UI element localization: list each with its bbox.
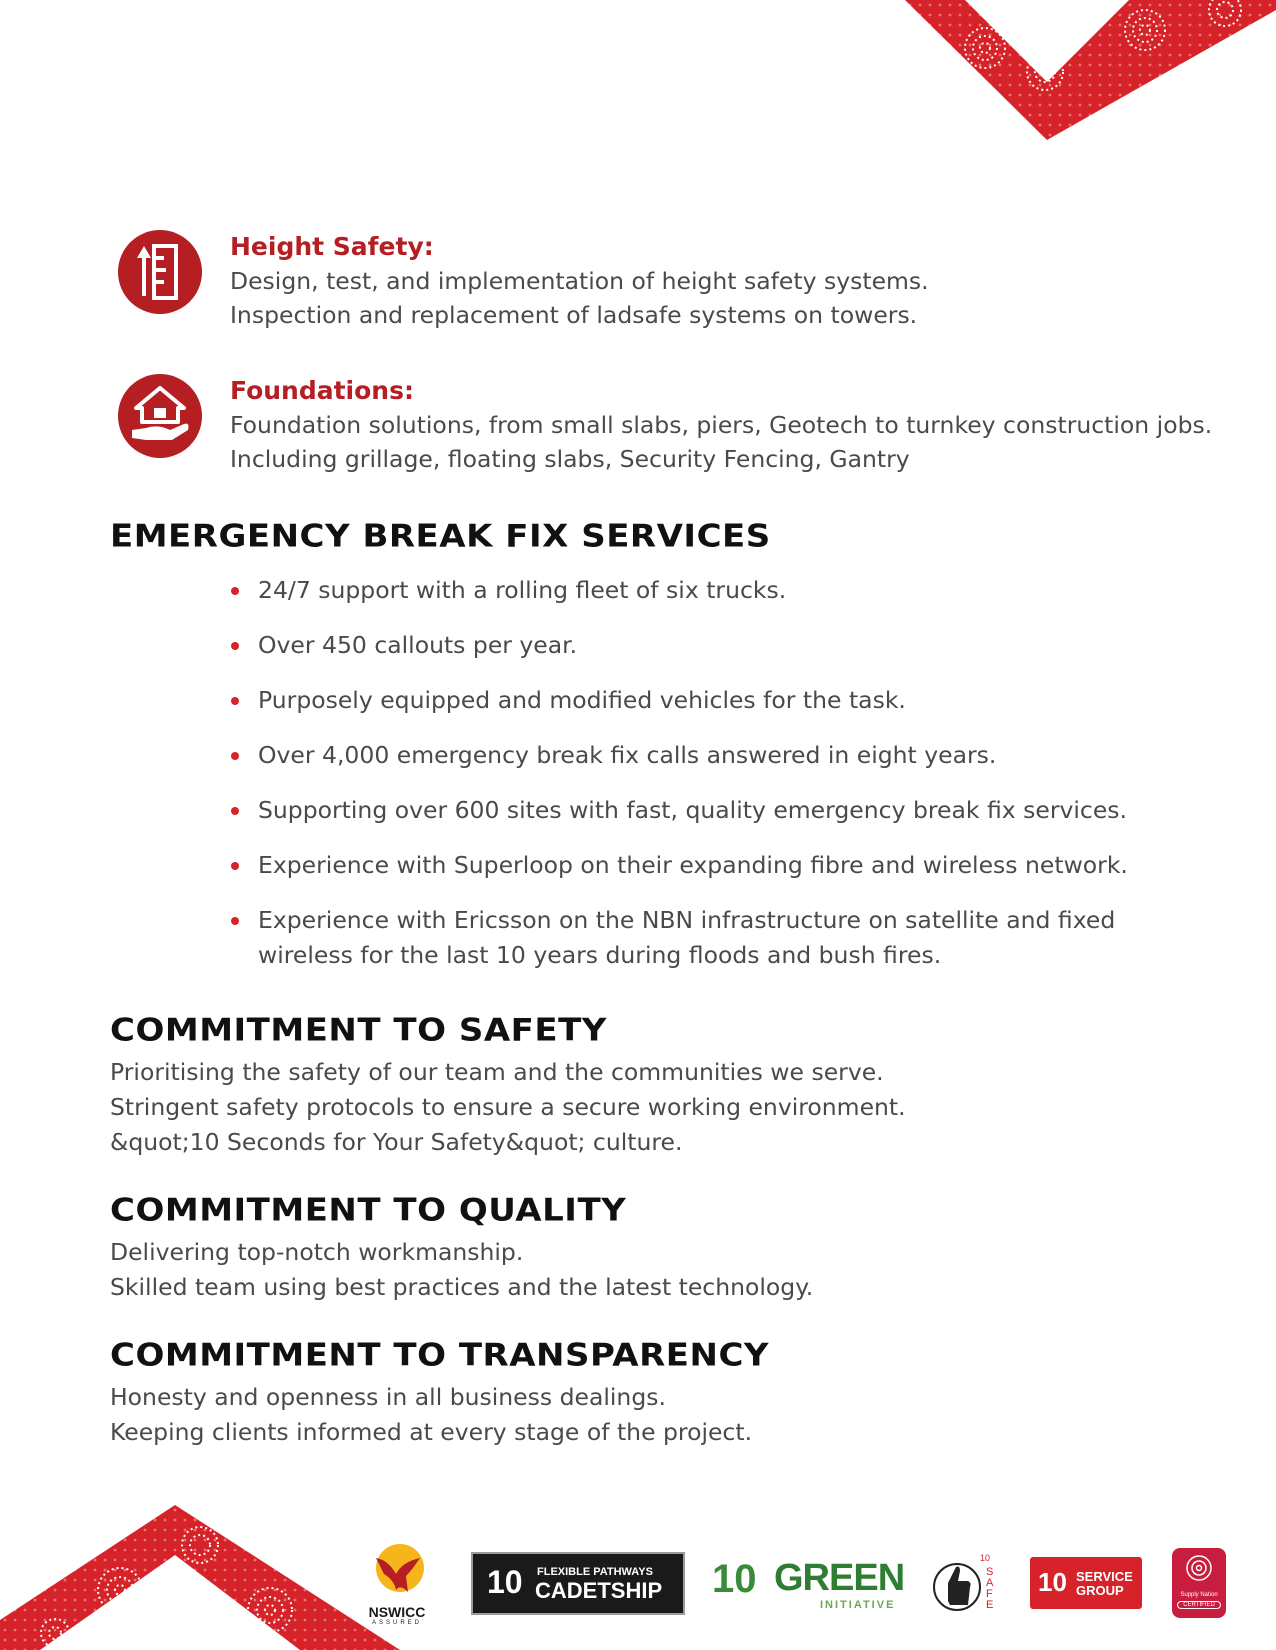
service-line1: SERVICE: [1076, 1569, 1133, 1584]
paragraph-line: Honesty and openness in all business dealings.: [110, 1383, 666, 1411]
service-description: Including grillage, floating slabs, Security Fencing, Gantry: [230, 445, 910, 473]
list-item-text: Supporting over 600 sites with fast, quality emergency break fix services.: [258, 796, 1128, 824]
list-item: [228, 628, 1248, 663]
green-number: 10: [712, 1557, 757, 1601]
aboriginal-pattern-bottom-decoration: [0, 1505, 400, 1650]
thumbs-up-icon: [932, 1553, 982, 1621]
service-number: 10: [1038, 1567, 1067, 1597]
list-item-text: Over 450 callouts per year.: [258, 631, 578, 659]
service-line2: GROUP: [1076, 1583, 1124, 1598]
list-item: [228, 903, 1158, 973]
list-item-text: Experience with Ericsson on the NBN infrastructure on satellite and fixed wireless for the last 10 years during floods and bush fires.: [258, 906, 1116, 969]
bullet-dot-icon: [231, 862, 239, 870]
aboriginal-pattern-top-decoration: [905, 0, 1276, 145]
supply-line2: CERTIFIED: [1177, 1601, 1221, 1609]
service-title: Height Safety:: [230, 232, 434, 261]
house-hand-icon: [118, 374, 202, 458]
list-item: [228, 793, 1248, 828]
green-word: GREEN: [774, 1557, 905, 1599]
section-heading-safety: COMMITMENT TO SAFETY: [110, 1012, 607, 1049]
nswicc-bird-icon: [362, 1540, 432, 1600]
bullet-dot-icon: [231, 752, 239, 760]
service-height-safety: [118, 230, 1268, 330]
ten-service-group-logo: [1030, 1557, 1142, 1609]
bullet-dot-icon: [231, 807, 239, 815]
service-description: Inspection and replacement of ladsafe systems on towers.: [230, 301, 918, 329]
paragraph-line: Stringent safety protocols to ensure a secure working environment.: [110, 1093, 906, 1121]
list-item: [228, 738, 1248, 773]
section-heading-emergency: EMERGENCY BREAK FIX SERVICES: [110, 518, 771, 555]
cadetship-line2: CADETSHIP: [535, 1578, 663, 1603]
bullet-dot-icon: [231, 917, 239, 925]
paragraph-line: Skilled team using best practices and the latest technology.: [110, 1273, 814, 1301]
section-heading-quality: COMMITMENT TO QUALITY: [110, 1192, 627, 1229]
paragraph-line: Prioritising the safety of our team and the communities we serve.: [110, 1058, 884, 1086]
emergency-bullet-list: [228, 573, 1248, 993]
nswicc-logo: [362, 1540, 432, 1628]
paragraph-line: Keeping clients informed at every stage of the project.: [110, 1418, 753, 1446]
paragraph-line: Delivering top-notch workmanship.: [110, 1238, 524, 1266]
nswicc-sub: ASSURED: [371, 1620, 422, 1626]
supply-line1: Supply Nation: [1180, 1592, 1218, 1598]
list-item: [228, 848, 1248, 883]
list-item-text: Purposely equipped and modified vehicles for the task.: [258, 686, 906, 714]
bullet-dot-icon: [231, 587, 239, 595]
bullet-dot-icon: [231, 642, 239, 650]
ten-safe-logo: [932, 1553, 1004, 1621]
supply-nation-emblem-icon: [1172, 1548, 1226, 1588]
bullet-dot-icon: [231, 697, 239, 705]
nswicc-name: NSWICC: [368, 1604, 426, 1620]
height-ruler-icon: [118, 230, 202, 314]
section-heading-transparency: COMMITMENT TO TRANSPARENCY: [110, 1337, 770, 1374]
service-title: Foundations:: [230, 376, 414, 405]
paragraph-line: &quot;10 Seconds for Your Safety&quot; culture.: [110, 1128, 683, 1156]
safe-word: SAFE: [986, 1566, 994, 1611]
list-item-text: 24/7 support with a rolling fleet of six trucks.: [258, 576, 787, 604]
service-description: Design, test, and implementation of height safety systems.: [230, 267, 929, 295]
flexible-pathways-cadetship-logo: [471, 1552, 685, 1615]
list-item: [228, 683, 1248, 718]
cadetship-line1: FLEXIBLE PATHWAYS: [537, 1566, 653, 1578]
service-foundations: [118, 374, 1268, 474]
list-item-text: Over 4,000 emergency break fix calls answered in eight years.: [258, 741, 997, 769]
green-sub: INITIATIVE: [820, 1599, 896, 1611]
green-initiative-logo: [712, 1555, 912, 1613]
list-item: [228, 573, 1248, 608]
supply-nation-certified-logo: [1172, 1548, 1226, 1618]
safe-number: 10: [980, 1553, 991, 1563]
list-item-text: Experience with Superloop on their expanding fibre and wireless network.: [258, 851, 1128, 879]
cadetship-number: 10: [487, 1564, 523, 1600]
service-description: Foundation solutions, from small slabs, piers, Geotech to turnkey construction jobs.: [230, 411, 1213, 439]
